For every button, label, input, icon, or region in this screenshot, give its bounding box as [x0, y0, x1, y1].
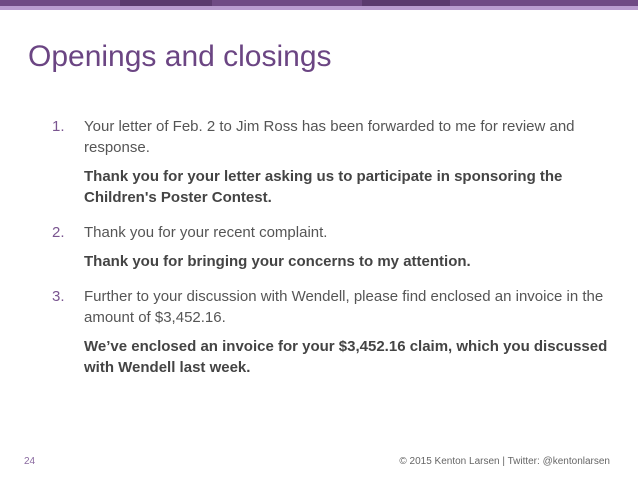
example-item-3: [52, 286, 622, 378]
item-number: 3.: [52, 288, 65, 305]
slide-number: 24: [24, 456, 36, 467]
header-accent-bar: [0, 6, 638, 10]
revised-sentence: We’ve enclosed an invoice for your $3,452.16 claim, which you discussed with Wendell last week.: [84, 338, 608, 376]
original-sentence: Your letter of Feb. 2 to Jim Ross has been forwarded to me for review and response.: [84, 118, 575, 156]
item-number: 1.: [52, 118, 65, 135]
original-sentence: Thank you for your recent complaint.: [84, 224, 328, 241]
example-item-2: [52, 222, 622, 272]
example-item-1: [52, 116, 622, 208]
item-number: 2.: [52, 224, 65, 241]
original-sentence: Further to your discussion with Wendell, please find enclosed an invoice in the amount of $3,452.16.: [84, 288, 604, 326]
revised-sentence: Thank you for your letter asking us to participate in sponsoring the Children's Poster Contest.: [84, 168, 563, 206]
example-list: [52, 116, 622, 378]
copyright-notice: © 2015 Kenton Larsen | Twitter: @kentonlarsen: [399, 456, 610, 467]
slide-title: Openings and closings: [28, 40, 332, 73]
revised-sentence: Thank you for bringing your concerns to my attention.: [84, 253, 471, 270]
